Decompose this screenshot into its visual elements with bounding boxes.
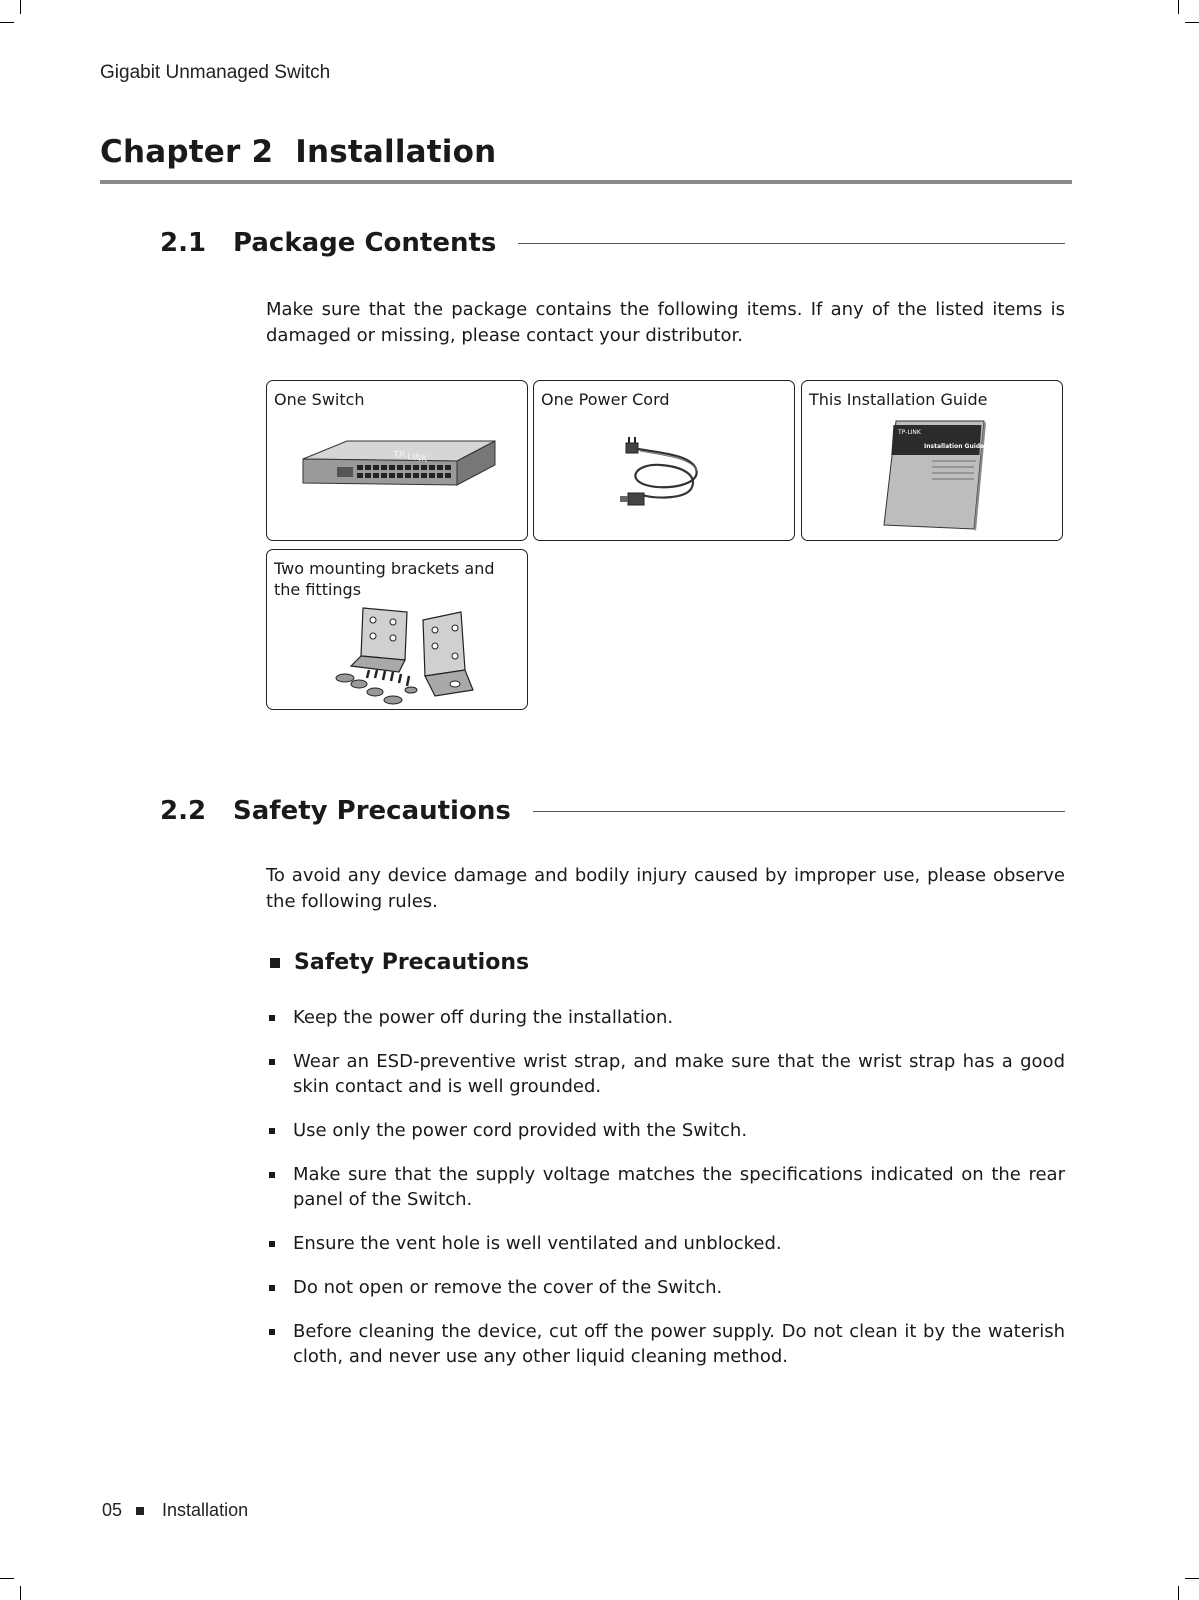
package-item-installation-guide xyxy=(801,380,1063,541)
bullet-icon xyxy=(269,1241,275,1247)
bullet-icon xyxy=(269,1285,275,1291)
package-item-label: Two mounting brackets and the fittings xyxy=(274,559,495,599)
safety-rules-list xyxy=(266,1005,1065,1388)
section-rule xyxy=(533,811,1065,812)
footer-section: Installation xyxy=(162,1500,249,1520)
list-item: Before cleaning the device, cut off the power supply. Do not clean it by the waterish cloth, and never use any other liquid cleaning method. xyxy=(266,1319,1065,1369)
safety-intro: To avoid any device damage and bodily injury caused by improper use, please observe the following rules. xyxy=(266,865,1065,912)
package-intro: Make sure that the package contains the following items. If any of the listed items is damaged or missing, please contact your distributor. xyxy=(266,299,1065,346)
package-item-label: One Switch xyxy=(274,390,365,409)
package-item-label: This Installation Guide xyxy=(809,390,988,409)
safety-subheading xyxy=(270,950,529,975)
mounting-brackets-illustration xyxy=(325,606,495,706)
switch-brand-text: TP-LINK xyxy=(392,450,428,465)
list-item: Do not open or remove the cover of the Switch. xyxy=(266,1275,1065,1300)
crop-mark xyxy=(1178,1586,1179,1600)
section-number: 2.1 xyxy=(160,228,207,258)
list-item: Keep the power off during the installation. xyxy=(266,1005,1065,1030)
section-heading-package-contents xyxy=(160,223,1065,263)
subheading-text: Safety Precautions xyxy=(294,950,530,975)
list-item: Wear an ESD-preventive wrist strap, and make sure that the wrist strap has a good skin contact and is well grounded. xyxy=(266,1049,1065,1099)
page-footer xyxy=(102,1500,248,1521)
crop-mark xyxy=(0,22,14,23)
bullet-icon xyxy=(269,1128,275,1134)
package-item-label: One Power Cord xyxy=(541,390,670,409)
crop-mark xyxy=(0,1578,14,1579)
power-cord-illustration xyxy=(606,433,726,523)
section-title: Package Contents xyxy=(233,228,497,258)
section-number: 2.2 xyxy=(160,796,207,826)
running-header: Gigabit Unmanaged Switch xyxy=(100,62,331,83)
crop-mark xyxy=(20,0,21,14)
crop-mark xyxy=(1185,1578,1199,1579)
list-item: Make sure that the supply voltage matches the specifications indicated on the rear panel of the Switch. xyxy=(266,1162,1065,1212)
list-item: Ensure the vent hole is well ventilated and unblocked. xyxy=(266,1231,1065,1256)
bullet-icon xyxy=(269,1059,275,1065)
chapter-rule xyxy=(100,180,1072,184)
guide-cover-brand: TP-LINK xyxy=(898,429,921,436)
crop-mark xyxy=(20,1586,21,1600)
guide-cover-title: Installation Guide xyxy=(924,443,985,450)
bullet-icon xyxy=(269,1172,275,1178)
subheading-bullet-icon xyxy=(270,958,280,968)
crop-mark xyxy=(1178,0,1179,14)
switch-illustration xyxy=(297,421,497,511)
package-item-switch xyxy=(266,380,528,541)
footer-bullet-icon xyxy=(136,1507,144,1515)
section-rule xyxy=(518,243,1065,244)
crop-mark xyxy=(1185,22,1199,23)
section-title: Safety Precautions xyxy=(233,796,511,826)
chapter-title: Chapter 2 Installation xyxy=(100,134,497,170)
page-number: 05 xyxy=(102,1500,123,1520)
list-item: Use only the power cord provided with the Switch. xyxy=(266,1118,1065,1143)
package-item-mounting-brackets xyxy=(266,549,528,710)
bullet-icon xyxy=(269,1015,275,1021)
section-heading-safety-precautions xyxy=(160,791,1065,831)
package-item-power-cord xyxy=(533,380,795,541)
installation-guide-illustration xyxy=(880,417,990,537)
bullet-icon xyxy=(269,1329,275,1335)
